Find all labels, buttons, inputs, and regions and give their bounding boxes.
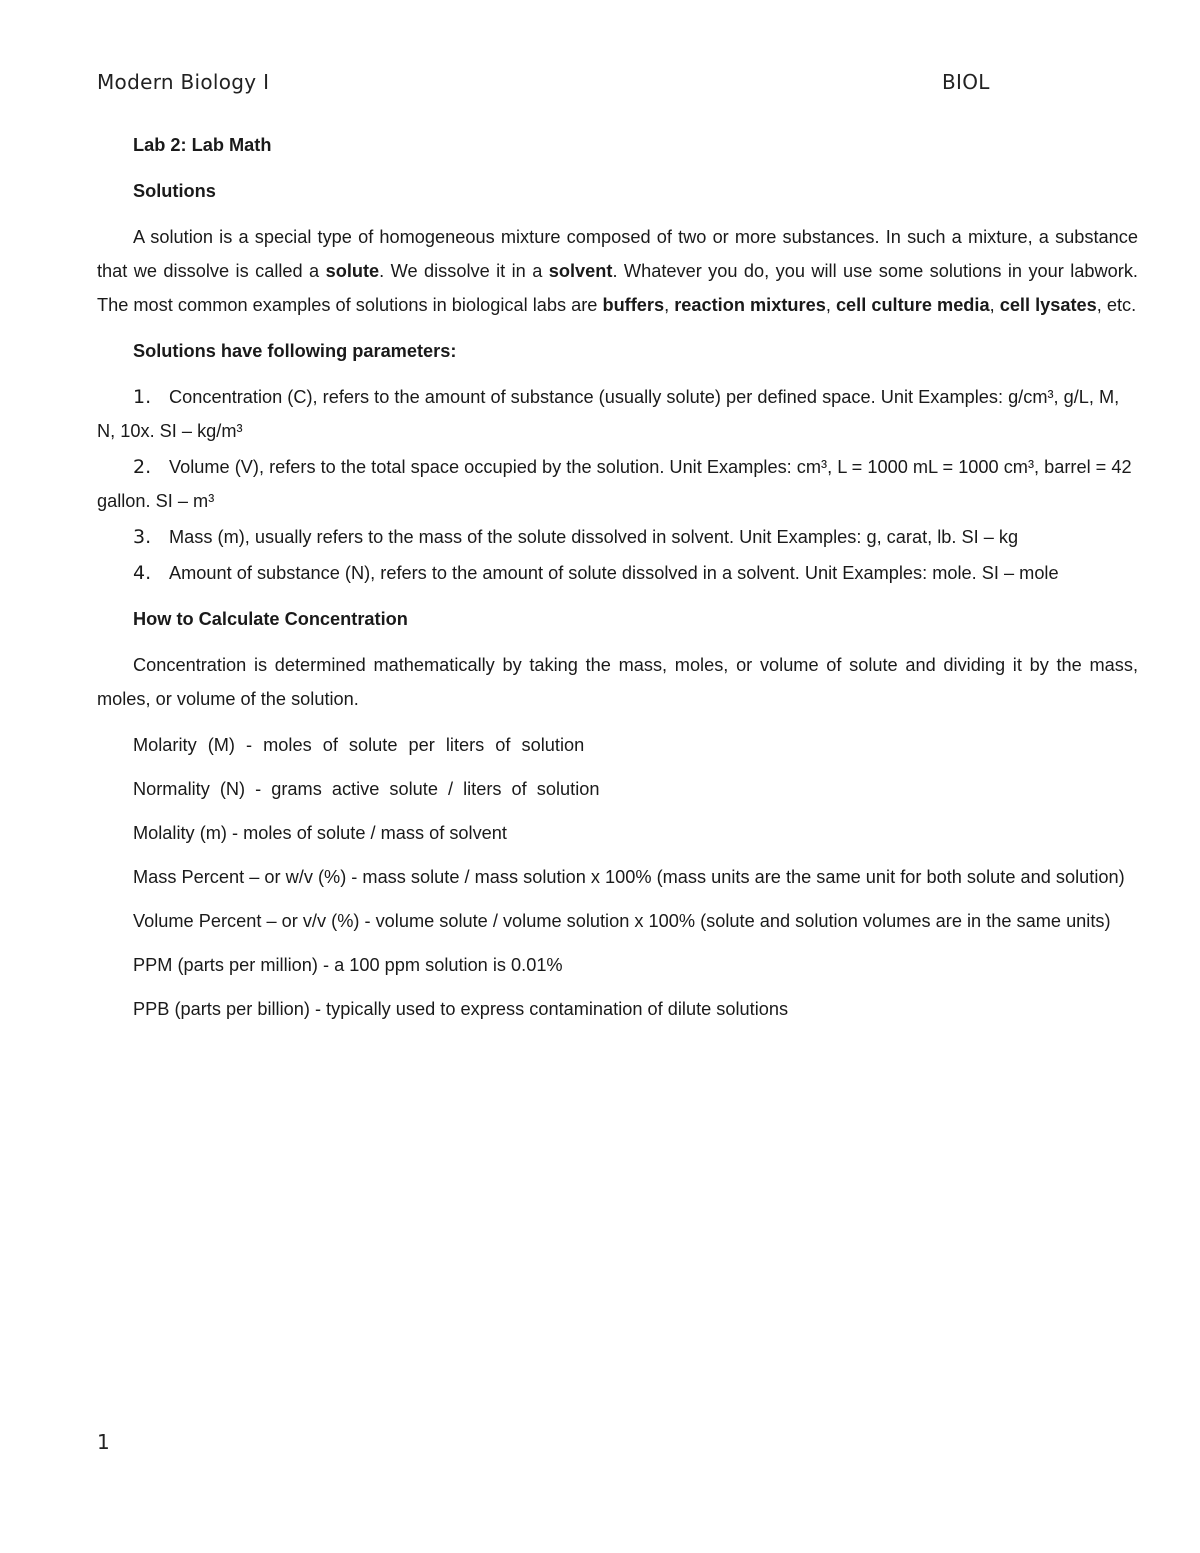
definition-mass-percent: Mass Percent – or w/v (%) - mass solute / mass solution x 100% (mass units are the same unit for both solute and solution): [133, 867, 1125, 887]
intro-text: . Whatever you do, you will use some solutions in your labwork. The most common examples of solutions in biological labs are: [97, 261, 1138, 315]
term-solute: solute: [325, 261, 380, 281]
lab-title: Lab 2: Lab Math: [133, 135, 272, 155]
calculation-intro: Concentration is determined mathematically by taking the mass, moles, or volume of solute and dividing it by the mass, moles, or volume of the solution.: [97, 655, 1138, 709]
definition-molality: Molality (m) - moles of solute / mass of solvent: [133, 823, 507, 843]
term-buffers: buffers: [602, 295, 665, 315]
list-item-text: Concentration (C), refers to the amount of substance (usually solute) per defined space. Unit Examples: g/cm³, g/L, M, N, 10x. SI – kg/m³: [97, 387, 1120, 441]
list-item: [97, 556, 1138, 590]
term-cell-culture-media: cell culture media: [835, 295, 990, 315]
list-item: [97, 450, 1138, 518]
definition-normality: Normality (N) - grams active solute / liters of solution: [133, 779, 600, 799]
list-number: 3.: [133, 526, 152, 548]
header-course-code: BIOL: [942, 70, 990, 94]
page-number: 1: [97, 1430, 110, 1454]
intro-text: . We dissolve it in a: [379, 261, 549, 281]
intro-paragraph: [97, 220, 1138, 322]
header-course-title: Modern Biology I: [97, 70, 270, 94]
list-number: 1.: [133, 386, 152, 408]
parameters-heading: Solutions have following parameters:: [133, 341, 457, 361]
intro-text: , etc.: [1096, 295, 1137, 315]
definition-ppb: PPB (parts per billion) - typically used to express contamination of dilute solutions: [133, 999, 789, 1019]
intro-text: ,: [825, 295, 836, 315]
document-body: [97, 128, 1138, 1036]
intro-text: ,: [989, 295, 1000, 315]
calculation-heading: How to Calculate Concentration: [133, 609, 408, 629]
definition-molarity: Molarity (M) - moles of solute per liters of solution: [133, 735, 585, 755]
list-item-text: Amount of substance (N), refers to the amount of solute dissolved in a solvent. Unit Examples: mole. SI – mole: [169, 563, 1059, 583]
list-number: 2.: [133, 456, 152, 478]
list-item-text: Mass (m), usually refers to the mass of the solute dissolved in solvent. Unit Examples: g, carat, lb. SI – kg: [169, 527, 1019, 547]
section-heading-solutions: Solutions: [133, 181, 216, 201]
intro-text: ,: [664, 295, 675, 315]
list-number: 4.: [133, 562, 152, 584]
term-cell-lysates: cell lysates: [999, 295, 1097, 315]
parameters-list: [97, 380, 1138, 590]
definition-volume-percent: Volume Percent – or v/v (%) - volume solute / volume solution x 100% (solute and solution volumes are in the same units): [133, 911, 1111, 931]
term-solvent: solvent: [548, 261, 613, 281]
list-item: [97, 520, 1138, 554]
list-item: [97, 380, 1138, 448]
intro-text: A solution is a special type of homogeneous mixture composed of two or more substances. In such a mixture, a substance that we dissolve is called a: [97, 227, 1138, 281]
definition-ppm: PPM (parts per million) - a 100 ppm solution is 0.01%: [133, 955, 563, 975]
list-item-text: Volume (V), refers to the total space occupied by the solution. Unit Examples: cm³, L = 1000 mL = 1000 cm³, barrel = 42 gallon. SI – m³: [97, 457, 1132, 511]
term-reaction-mixtures: reaction mixtures: [674, 295, 826, 315]
